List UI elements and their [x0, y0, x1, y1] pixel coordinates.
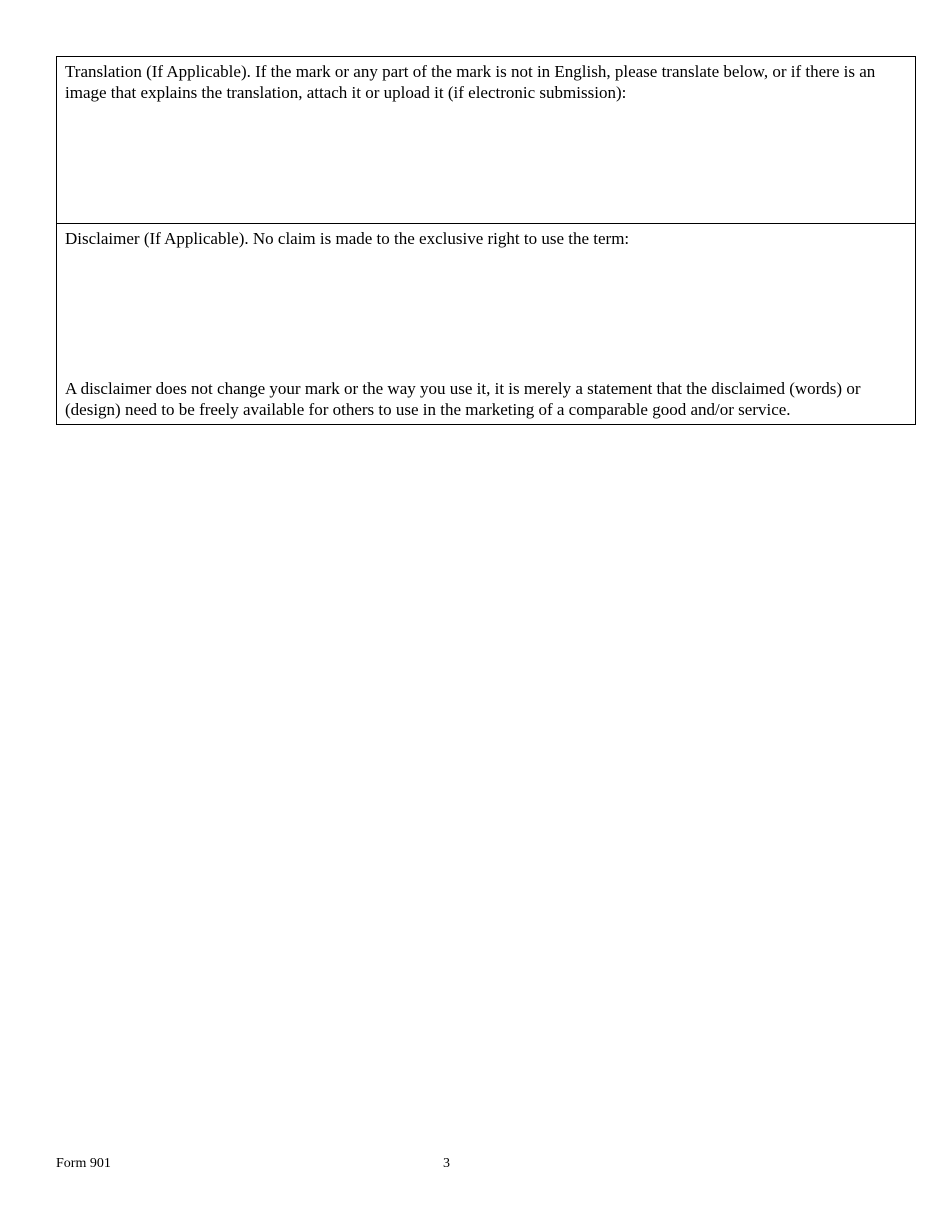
disclaimer-section	[57, 224, 915, 424]
footer-form-name: Form 901	[56, 1156, 111, 1171]
disclaimer-instructions: Disclaimer (If Applicable). No claim is made to the exclusive right to use the term:	[65, 229, 630, 248]
translation-instructions: Translation (If Applicable). If the mark or any part of the mark is not in English, please translate below, or if there is an image that explains the translation, attach it or upload it (if electronic submission):	[65, 62, 876, 102]
disclaimer-field[interactable]	[65, 249, 907, 349]
disclaimer-note: A disclaimer does not change your mark or the way you use it, it is merely a statement that the disclaimed (words) or (design) need to be freely available for others to use in the marketing of a comparable good and/or service.	[65, 379, 861, 419]
footer-page-number: 3	[443, 1156, 450, 1171]
translation-section	[57, 57, 915, 224]
translation-field[interactable]	[65, 103, 907, 221]
form-table	[56, 56, 916, 425]
